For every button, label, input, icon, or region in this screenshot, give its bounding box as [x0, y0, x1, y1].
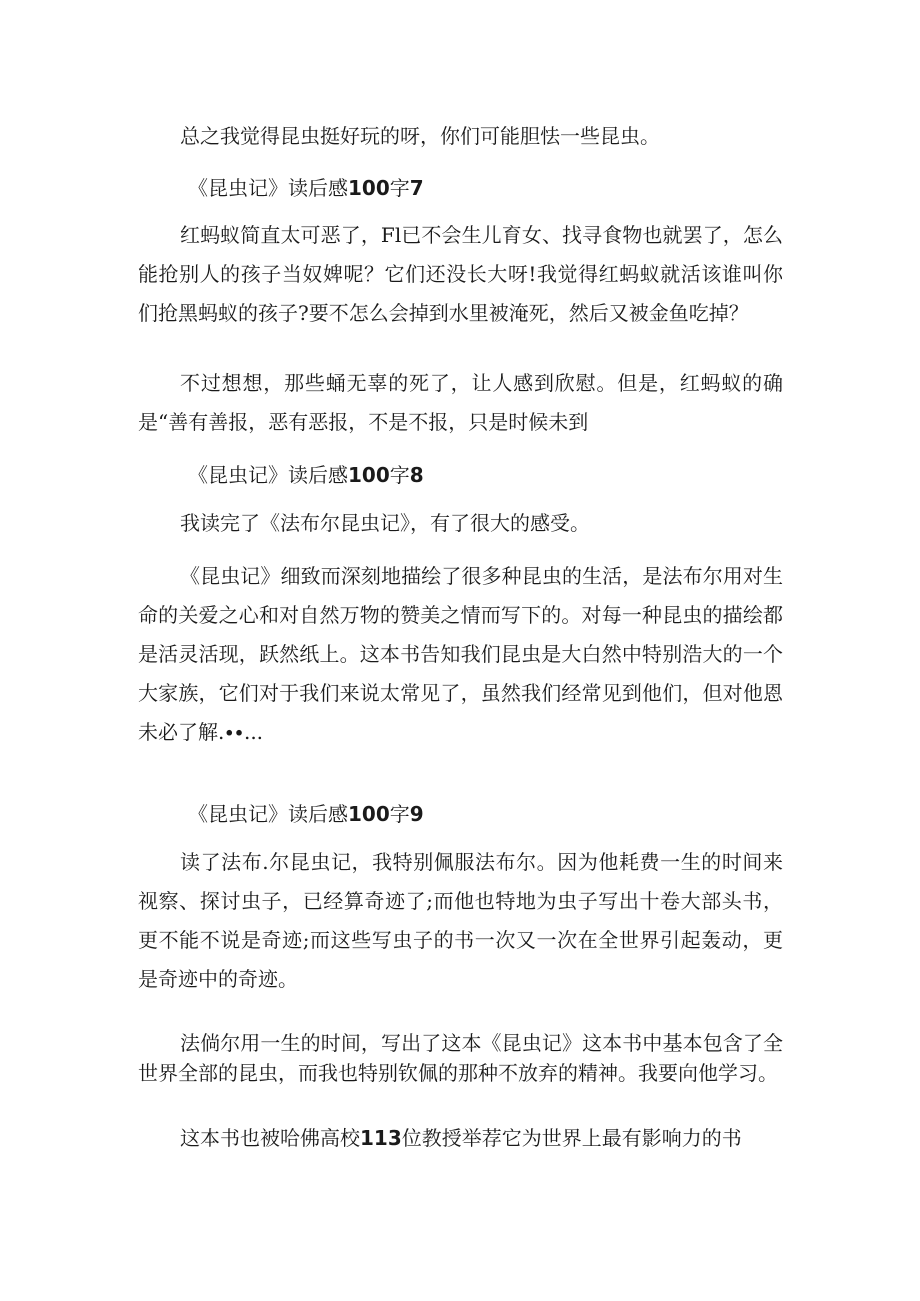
harvard-text-suffix: 位教授举荐它为世界上最有影响力的书: [401, 1126, 742, 1150]
heading-prefix: 《昆虫记》读后感: [188, 176, 348, 200]
heading-suffix: 字: [389, 802, 410, 826]
heading-index: 9: [409, 802, 424, 826]
harvard-number: 113: [360, 1126, 402, 1150]
heading-index: 7: [409, 176, 424, 200]
heading-number: 100: [348, 176, 390, 200]
heading-suffix: 字: [389, 463, 410, 487]
paragraph-red-ants: 红蚂蚁简直太可恶了，Fl已不会生儿育女、找寻食物也就罢了，怎么能抢别人的孩子当奴婢呢？它们还没长大呀!我觉得红蚂蚁就活该谁叫你们抢黑蚂蚁的孩子?要不怎么会掉到水里被淹死，然后又被金鱼吃掉？: [138, 223, 783, 325]
paragraph-lifetime: 法倘尔用一生的时间，写出了这本《昆虫记》这本书中基本包含了全世界全部的昆虫，而我也特别钦佩的那种不放弃的精神。我要向他学习。: [138, 1031, 783, 1085]
paragraph-finished-reading: 我读完了《法布尔昆虫记》，有了很大的感受。: [180, 511, 590, 535]
section-heading-9: [188, 800, 424, 828]
heading-prefix: 《昆虫记》读后感: [188, 463, 348, 487]
heading-number: 100: [348, 463, 390, 487]
paragraph-admiration: 读了法布.尔昆虫记，我特别佩服法布尔。因为他耗费一生的时间来视察、探讨虫子，已经算奇迹了;而他也特地为虫子写出十卷大部头书，更不能不说是奇迹;而这些写虫子的书一次又一次在全世界引起轰动，更是奇迹中的奇迹。: [138, 850, 783, 991]
heading-number: 100: [348, 802, 390, 826]
paragraph-harvard: [180, 1124, 742, 1152]
section-heading-7: [188, 174, 424, 202]
paragraph-description: 《昆虫记》细致而深刻地描绘了很多种昆虫的生活，是法布尔用对生命的关爱之心和对自然万物的赞美之情而写下的。对每一种昆虫的描绘都是活灵活现，跃然纸上。这本书告知我们昆虫是大白然中特别浩大的一个大家族，它们对于我们来说太常见了，虽然我们经常见到他们，但对他恩未必了解.∙∙...: [138, 564, 783, 744]
harvard-text-prefix: 这本书也被哈佛高校: [180, 1126, 360, 1150]
heading-prefix: 《昆虫记》读后感: [188, 802, 348, 826]
heading-suffix: 字: [389, 176, 410, 200]
paragraph-reflection: 不过想想，那些蛹无辜的死了，让人感到欣慰。但是，红蚂蚁的确是“善有善报，恶有恶报，不是不报，只是时候未到: [138, 371, 783, 434]
paragraph-intro: 总之我觉得昆虫挺好玩的呀，你们可能胆怯一些昆虫。: [180, 124, 660, 148]
section-heading-8: [188, 461, 424, 489]
heading-index: 8: [409, 463, 424, 487]
